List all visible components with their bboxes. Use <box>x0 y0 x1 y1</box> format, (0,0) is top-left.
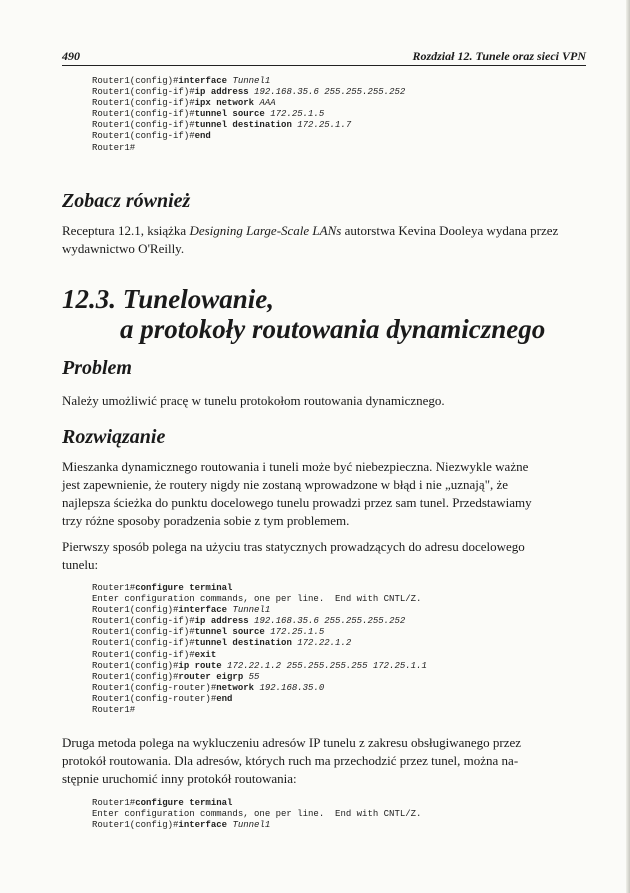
text-line: wydawnictwo O'Reilly. <box>62 241 185 256</box>
code-line: Enter configuration commands, one per line. End with CNTL/Z. <box>92 809 422 820</box>
text-line: trzy różne sposoby poradzenia sobie z tym problemem. <box>62 513 350 528</box>
code-line: Router1(config-if)#tunnel destination 172.22.1.2 <box>92 638 352 649</box>
section-title-line1: 12.3. Tunelowanie, <box>62 284 275 314</box>
code-line: Router1(config)#router eigrp 55 <box>92 671 260 682</box>
chapter-title: Rozdział 12. Tunele oraz sieci VPN <box>412 49 586 63</box>
solution-paragraph-3 <box>62 734 590 788</box>
text-line: tunelu: <box>62 557 99 572</box>
problem-paragraph: Należy umożliwić pracę w tunelu protokołom routowania dynamicznego. <box>62 393 445 408</box>
see-also-paragraph <box>62 222 590 258</box>
page-header <box>62 47 586 66</box>
text-line: stępnie uruchomić inny protokół routowania: <box>62 771 297 786</box>
code-line: Router1(config-if)#tunnel source 172.25.1.5 <box>92 109 325 120</box>
code-line: Router1(config-if)#tunnel source 172.25.1.5 <box>92 627 325 638</box>
solution-paragraph-1 <box>62 458 590 530</box>
text-line: protokół routowania. Dla adresów, których ruch ma przechodzić przez tunel, można na- <box>62 753 519 768</box>
text-line: Receptura 12.1, książka Designing Large-Scale LANs autorstwa Kevina Dooleya wydana przez <box>62 223 559 238</box>
code-line: Router1#configure terminal <box>92 798 233 808</box>
code-line: Router1(config-if)#end <box>92 131 211 142</box>
code-line: Router1# <box>92 705 136 716</box>
code-line: Router1(config-router)#end <box>92 693 233 704</box>
code-line: Router1(config-if)#ip address 192.168.35.6 255.255.255.252 <box>92 616 406 627</box>
text-line: Mieszanka dynamicznego routowania i tuneli może być niebezpieczna. Niezwykle ważne <box>62 459 529 474</box>
code-line: Router1(config-if)#ipx network AAA <box>92 98 276 109</box>
page-number: 490 <box>62 49 80 63</box>
text-line: Pierwszy sposób polega na użyciu tras statycznych prowadzących do adresu docelowego <box>62 539 525 554</box>
solution-heading: Rozwiązanie <box>62 426 166 448</box>
code-line: Router1(config)#interface Tunnel1 <box>92 820 271 831</box>
code-line: Router1#configure terminal <box>92 583 233 593</box>
text-line: Druga metoda polega na wykluczeniu adresów IP tunelu z zakresu obsługiwanego przez <box>62 735 522 750</box>
code-line: Router1(config)#interface Tunnel1 <box>92 76 271 86</box>
code-line: Router1(config-if)#exit <box>92 649 217 660</box>
section-title <box>62 284 545 344</box>
code-line: Enter configuration commands, one per line. End with CNTL/Z. <box>92 594 422 605</box>
code-listing-static-route <box>92 583 427 716</box>
section-title-line2: a protokoły routowania dynamicznego <box>120 314 546 344</box>
code-listing-second-method <box>92 798 421 831</box>
code-listing-tunnel-config <box>92 76 405 154</box>
solution-paragraph-2 <box>62 538 590 574</box>
code-line: Router1(config)#interface Tunnel1 <box>92 605 271 616</box>
code-line: Router1(config-if)#tunnel destination 172.25.1.7 <box>92 120 352 131</box>
problem-heading: Problem <box>62 357 132 379</box>
code-line: Router1(config-if)#ip address 192.168.35.6 255.255.255.252 <box>92 87 406 98</box>
text-line: jest zapewnienie, że routery nigdy nie zostaną wprowadzone w błąd i nie „uznają", że <box>62 477 509 492</box>
code-line: Router1# <box>92 142 136 153</box>
code-line: Router1(config)#ip route 172.22.1.2 255.255.255.255 172.25.1.1 <box>92 660 427 671</box>
page-edge-shadow <box>626 0 630 893</box>
text-line: najlepsza ścieżka do punktu docelowego tunelu prowadzi przez sam tunel. Przedstawiamy <box>62 495 532 510</box>
code-line: Router1(config-router)#network 192.168.35.0 <box>92 682 325 693</box>
see-also-heading: Zobacz również <box>62 190 191 212</box>
